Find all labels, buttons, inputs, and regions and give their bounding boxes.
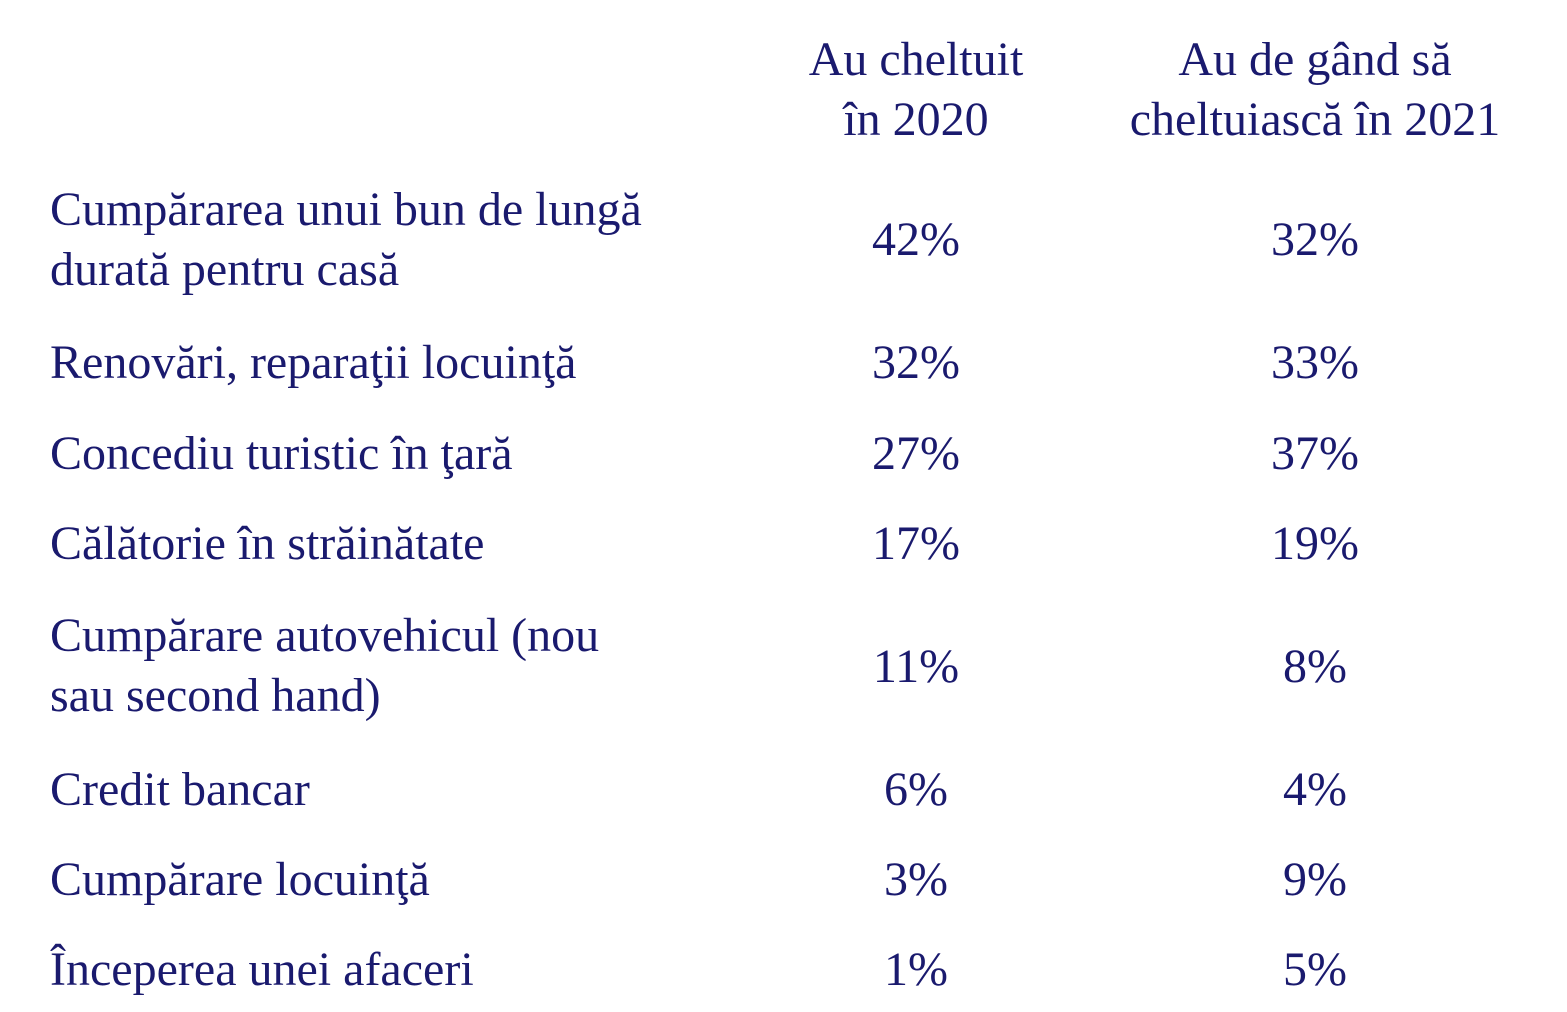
row-label: Cumpărare locuinţă	[50, 853, 430, 906]
value-2021: 4%	[1283, 763, 1347, 816]
value-2021: 9%	[1283, 853, 1347, 906]
row-label: Călătorie în străinătate	[50, 517, 485, 570]
value-2020: 3%	[884, 853, 948, 906]
column-header-2021-line2: cheltuiască în 2021	[1129, 93, 1501, 146]
value-2021: 8%	[1283, 640, 1347, 693]
row-label: Concediu turistic în ţară	[50, 427, 513, 480]
value-2020: 6%	[884, 763, 948, 816]
column-header-2020-line1: Au cheltuit	[808, 33, 1024, 86]
value-2020: 42%	[872, 213, 960, 266]
row-label: Credit bancar	[50, 763, 310, 816]
value-2020: 17%	[872, 517, 960, 570]
value-2020: 27%	[872, 427, 960, 480]
value-2020: 32%	[872, 336, 960, 389]
column-header-2020	[756, 30, 1076, 150]
row-label	[50, 606, 770, 726]
value-2021: 37%	[1271, 427, 1359, 480]
row-label: Începerea unei afaceri	[50, 943, 474, 996]
row-label-line1: Cumpărarea unui bun de lungă	[50, 183, 642, 236]
column-header-2021-line1: Au de gând să	[1178, 33, 1452, 86]
value-2021: 5%	[1283, 943, 1347, 996]
column-header-2020-line2: în 2020	[843, 93, 989, 146]
column-header-2021	[1085, 30, 1545, 150]
row-label-line2: durată pentru casă	[50, 243, 400, 296]
value-2021: 19%	[1271, 517, 1359, 570]
row-label: Renovări, reparaţii locuinţă	[50, 336, 577, 389]
value-2021: 32%	[1271, 213, 1359, 266]
value-2020: 11%	[872, 640, 960, 693]
value-2020: 1%	[884, 943, 948, 996]
row-label-line1: Cumpărare autovehicul (nou	[50, 609, 600, 662]
value-2021: 33%	[1271, 336, 1359, 389]
row-label	[50, 180, 770, 300]
row-label-line2: sau second hand)	[50, 669, 381, 722]
